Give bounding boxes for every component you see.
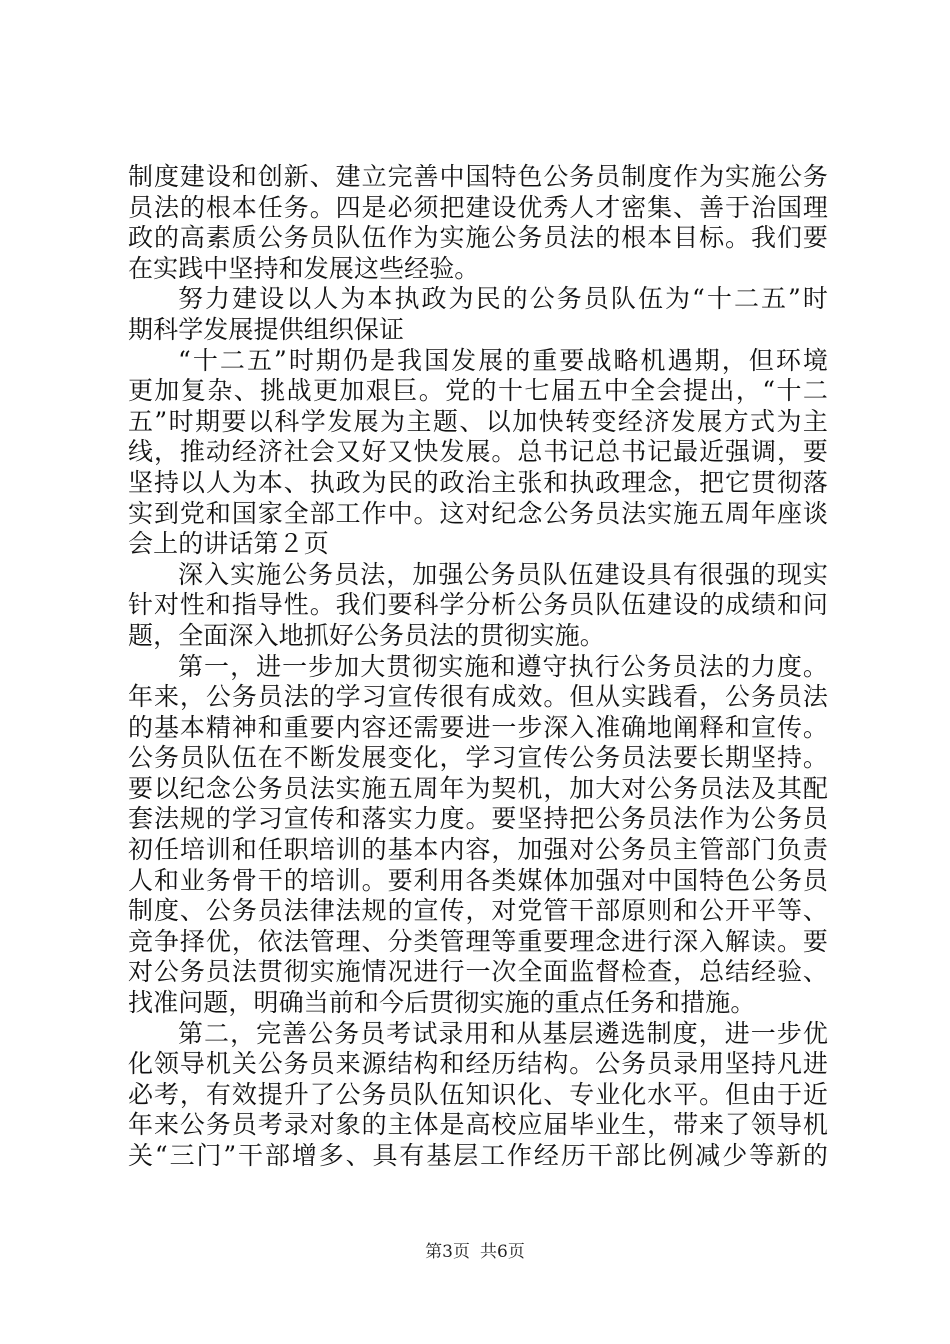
text-line: 第二，完善公务员考试录用和从基层遴选制度，进一步优 xyxy=(178,1018,828,1048)
text-line: 的基本精神和重要内容还需要进一步深入准确地阐释和宣传。 xyxy=(128,712,828,742)
text-line: 初任培训和任职培训的基本内容，加强对公务员主管部门负责 xyxy=(128,835,828,865)
text-line: 员法的根本任务。四是必须把建设优秀人才密集、善于治国理 xyxy=(128,192,828,222)
text-line: 在实践中坚持和发展这些经验。 xyxy=(128,253,480,283)
text-line: 第一，进一步加大贯彻实施和遵守执行公务员法的力度。 xyxy=(178,651,828,681)
text-line: 更加复杂、挑战更加艰巨。党的十七届五中全会提出，“十二 xyxy=(128,376,828,406)
text-line: 制度建设和创新、建立完善中国特色公务员制度作为实施公务 xyxy=(128,162,828,191)
text-line: 题，全面深入地抓好公务员法的贯彻实施。 xyxy=(128,620,605,650)
text-line: 制度、公务员法律法规的宣传，对党管干部原则和公开平等、 xyxy=(128,896,828,926)
text-line: “十二五”时期仍是我国发展的重要战略机遇期，但环境 xyxy=(178,345,828,375)
text-line: 对公务员法贯彻实施情况进行一次全面监督检查，总结经验、 xyxy=(128,957,828,987)
text-line: 关“三门”干部增多、具有基层工作经历干部比例减少等新的 xyxy=(128,1141,828,1170)
heading-line: 努力建设以人为本执政为民的公务员队伍为“十二五”时 xyxy=(178,284,828,314)
text-line: 必考，有效提升了公务员队伍知识化、专业化水平。但由于近 xyxy=(128,1079,828,1109)
text-line: 会上的讲话第２页 xyxy=(128,529,329,559)
page-footer xyxy=(0,1241,950,1263)
text-line: 线，推动经济社会又好又快发展。总书记总书记最近强调，要 xyxy=(128,437,828,467)
text-line: 针对性和指导性。我们要科学分析公务员队伍建设的成绩和问 xyxy=(128,590,828,620)
text-line: 坚持以人为本、执政为民的政治主张和执政理念，把它贯彻落 xyxy=(128,467,828,497)
text-line: 年来，公务员法的学习宣传很有成效。但从实践看，公务员法 xyxy=(128,682,828,712)
text-line: 套法规的学习宣传和落实力度。要坚持把公务员法作为公务员 xyxy=(128,804,828,834)
heading-line: 期科学发展提供组织保证 xyxy=(128,314,405,344)
text-line: 深入实施公务员法，加强公务员队伍建设具有很强的现实 xyxy=(178,559,828,589)
page-number: 第3页 xyxy=(425,1242,470,1262)
text-line: 年来公务员考录对象的主体是高校应届毕业生，带来了领导机 xyxy=(128,1110,828,1140)
page-total: 共6页 xyxy=(480,1242,525,1262)
text-line: 政的高素质公务员队伍作为实施公务员法的根本目标。我们要 xyxy=(128,223,828,253)
text-line: 五”时期要以科学发展为主题、以加快转变经济发展方式为主 xyxy=(128,406,828,436)
text-line: 人和业务骨干的培训。要利用各类媒体加强对中国特色公务员 xyxy=(128,865,828,895)
text-line: 要以纪念公务员法实施五周年为契机，加大对公务员法及其配 xyxy=(128,773,828,803)
text-line: 化领导机关公务员来源结构和经历结构。公务员录用坚持凡进 xyxy=(128,1049,828,1079)
body-text xyxy=(128,162,828,1172)
text-line: 实到党和国家全部工作中。这对纪念公务员法实施五周年座谈 xyxy=(128,498,828,528)
text-line: 竞争择优，依法管理、分类管理等重要理念进行深入解读。要 xyxy=(128,926,828,956)
text-line: 公务员队伍在不断发展变化，学习宣传公务员法要长期坚持。 xyxy=(128,743,828,773)
text-line: 找准问题，明确当前和今后贯彻实施的重点任务和措施。 xyxy=(128,988,756,1018)
